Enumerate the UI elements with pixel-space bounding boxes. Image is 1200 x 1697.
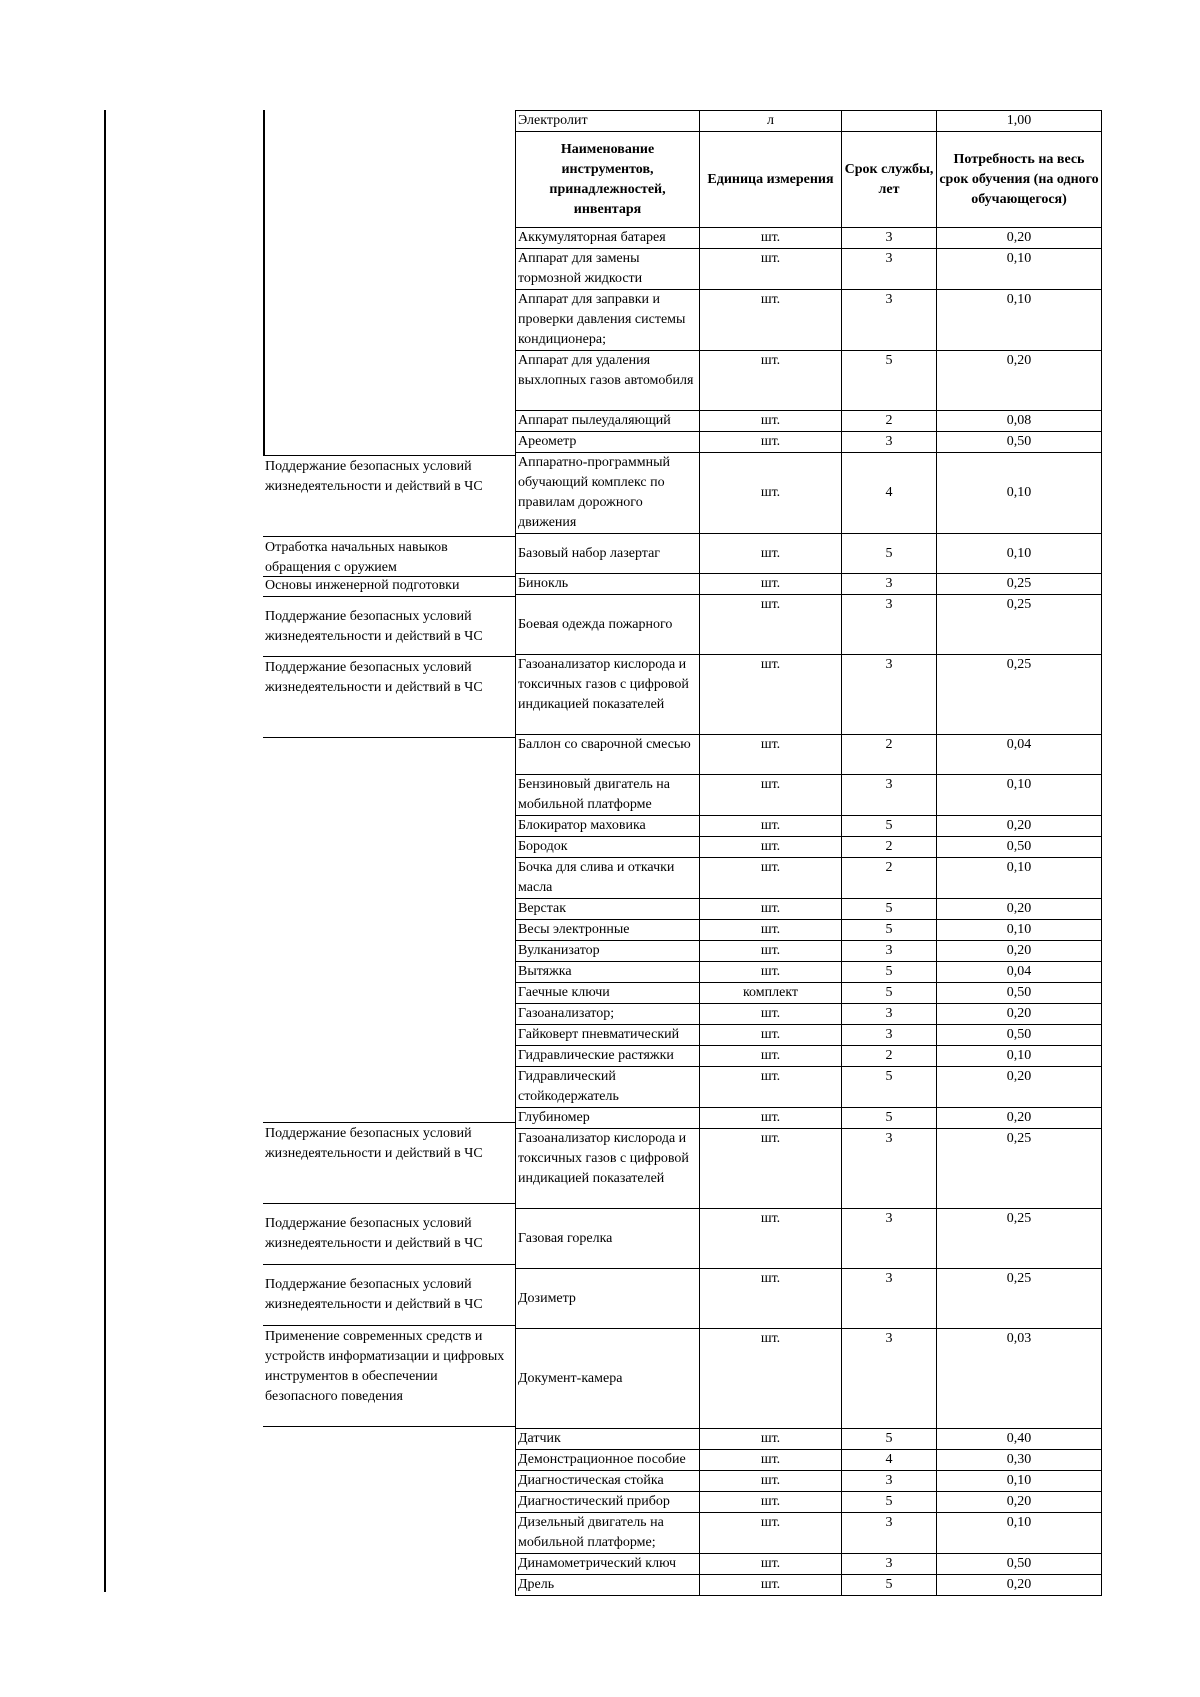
section-text: Поддержание безопасных условий жизнедеятельности и действий в ЧС <box>265 660 483 695</box>
cell-need: 0,10 <box>937 775 1102 816</box>
cell-unit: шт. <box>700 1004 842 1025</box>
cell-need: 0,20 <box>937 1492 1102 1513</box>
cell-unit: шт. <box>700 775 842 816</box>
cell-need: 0,10 <box>937 920 1102 941</box>
table-row <box>516 453 1102 534</box>
table-row <box>516 595 1102 655</box>
table-row <box>516 941 1102 962</box>
cell-life: 2 <box>842 735 937 775</box>
cell-life: 5 <box>842 899 937 920</box>
table-row <box>516 1429 1102 1450</box>
cell-life: 3 <box>842 432 937 453</box>
table-row <box>516 1129 1102 1209</box>
cell-name: Газоанализатор кислорода и токсичных газов с цифровой индикацией показателей <box>516 655 700 735</box>
cell-unit: шт. <box>700 249 842 290</box>
cell-life: 5 <box>842 962 937 983</box>
cell-life: 4 <box>842 453 937 534</box>
cell-need: 0,04 <box>937 735 1102 775</box>
cell-need: 0,20 <box>937 228 1102 249</box>
table-row <box>516 1004 1102 1025</box>
cell-name: Бинокль <box>516 574 700 595</box>
cell-life: 3 <box>842 1004 937 1025</box>
cell-unit: шт. <box>700 858 842 899</box>
table-row <box>516 1108 1102 1129</box>
cell-need: 0,25 <box>937 574 1102 595</box>
inventory-table-body <box>516 111 1102 1596</box>
cell-need: 0,10 <box>937 534 1102 574</box>
cell-name: Дрель <box>516 1575 700 1596</box>
inventory-table <box>515 110 1102 1596</box>
cell-unit: шт. <box>700 941 842 962</box>
table-row <box>516 1575 1102 1596</box>
section-cell <box>263 656 515 738</box>
cell-need: 0,03 <box>937 1329 1102 1429</box>
cell-life: 2 <box>842 1046 937 1067</box>
cell-name: Диагностическая стойка <box>516 1471 700 1492</box>
cell-name: Гаечные ключи <box>516 983 700 1004</box>
section-cell <box>263 536 515 577</box>
table-row <box>516 837 1102 858</box>
cell-life: 3 <box>842 595 937 655</box>
cell-unit: шт. <box>700 1067 842 1108</box>
cell-need: 0,50 <box>937 1025 1102 1046</box>
cell-life: 5 <box>842 920 937 941</box>
cell-need: 0,50 <box>937 837 1102 858</box>
cell-life: 3 <box>842 574 937 595</box>
table-row <box>516 735 1102 775</box>
cell-life: 5 <box>842 1108 937 1129</box>
table-row <box>516 1492 1102 1513</box>
cell-name: Аппарат для замены тормозной жидкости <box>516 249 700 290</box>
table-row <box>516 411 1102 432</box>
cell-unit: шт. <box>700 228 842 249</box>
cell-unit: шт. <box>700 655 842 735</box>
cell-unit: шт. <box>700 1046 842 1067</box>
cell-life <box>842 111 937 132</box>
cell-name: Документ-камера <box>516 1329 700 1429</box>
cell-unit: шт. <box>700 534 842 574</box>
cell-name: Ареометр <box>516 432 700 453</box>
cell-unit: шт. <box>700 1575 842 1596</box>
table-row <box>516 1450 1102 1471</box>
section-cell <box>263 1203 515 1265</box>
section-text: Поддержание безопасных условий жизнедеятельности и действий в ЧС <box>265 1216 483 1251</box>
column-header-need: Потребность на весь срок обучения (на одного обучающегося) <box>937 132 1102 228</box>
cell-unit: шт. <box>700 837 842 858</box>
cell-need: 0,20 <box>937 1067 1102 1108</box>
cell-need: 0,10 <box>937 290 1102 351</box>
table-row <box>516 655 1102 735</box>
table-row <box>516 775 1102 816</box>
cell-name: Аппарат для заправки и проверки давления системы кондиционера; <box>516 290 700 351</box>
cell-need: 0,50 <box>937 1554 1102 1575</box>
table-row <box>516 351 1102 411</box>
table-row <box>516 111 1102 132</box>
cell-life: 5 <box>842 1067 937 1108</box>
cell-unit: шт. <box>700 1492 842 1513</box>
cell-name: Бензиновый двигатель на мобильной платформе <box>516 775 700 816</box>
cell-name: Базовый набор лазертаг <box>516 534 700 574</box>
cell-unit: шт. <box>700 453 842 534</box>
cell-name: Электролит <box>516 111 700 132</box>
cell-need: 0,20 <box>937 941 1102 962</box>
table-row <box>516 1209 1102 1269</box>
table-row <box>516 290 1102 351</box>
cell-need: 0,10 <box>937 453 1102 534</box>
column-header-unit: Единица измерения <box>700 132 842 228</box>
cell-unit: шт. <box>700 1471 842 1492</box>
cell-name: Аппаратно-программный обучающий комплекс по правилам дорожного движения <box>516 453 700 534</box>
cell-name: Вулканизатор <box>516 941 700 962</box>
cell-unit: шт. <box>700 1429 842 1450</box>
cell-life: 3 <box>842 775 937 816</box>
cell-unit: шт. <box>700 595 842 655</box>
table-row <box>516 574 1102 595</box>
cell-need: 0,30 <box>937 1450 1102 1471</box>
cell-name: Дизельный двигатель на мобильной платформе; <box>516 1513 700 1554</box>
cell-name: Боевая одежда пожарного <box>516 595 700 655</box>
cell-life: 3 <box>842 1269 937 1329</box>
cell-life: 2 <box>842 858 937 899</box>
table-row <box>516 534 1102 574</box>
section-cell <box>263 1264 515 1326</box>
section-text: Поддержание безопасных условий жизнедеятельности и действий в ЧС <box>265 609 483 644</box>
section-cell <box>263 576 515 597</box>
cell-need: 0,25 <box>937 655 1102 735</box>
cell-need: 0,10 <box>937 249 1102 290</box>
cell-need: 0,25 <box>937 1269 1102 1329</box>
cell-life: 2 <box>842 837 937 858</box>
cell-life: 3 <box>842 290 937 351</box>
section-cell <box>263 1325 515 1427</box>
cell-life: 3 <box>842 941 937 962</box>
cell-need: 0,08 <box>937 411 1102 432</box>
section-text: Поддержание безопасных условий жизнедеятельности и действий в ЧС <box>265 459 483 494</box>
cell-name: Аппарат для удаления выхлопных газов автомобиля <box>516 351 700 411</box>
cell-life: 5 <box>842 816 937 837</box>
cell-need: 0,25 <box>937 1129 1102 1209</box>
cell-need: 0,20 <box>937 1575 1102 1596</box>
cell-life: 5 <box>842 1492 937 1513</box>
cell-name: Гидравлический стойкодержатель <box>516 1067 700 1108</box>
cell-name: Демонстрационное пособие <box>516 1450 700 1471</box>
cell-name: Аккумуляторная батарея <box>516 228 700 249</box>
table-row <box>516 432 1102 453</box>
cell-life: 5 <box>842 983 937 1004</box>
cell-name: Вытяжка <box>516 962 700 983</box>
cell-unit: шт. <box>700 920 842 941</box>
section-text: Основы инженерной подготовки <box>265 578 460 593</box>
cell-need: 0,20 <box>937 351 1102 411</box>
cell-name: Баллон со сварочной смесью <box>516 735 700 775</box>
column-header-name: Наименование инструментов, принадлежностей, инвентаря <box>516 132 700 228</box>
cell-life: 3 <box>842 249 937 290</box>
cell-unit: комплект <box>700 983 842 1004</box>
section-text: Поддержание безопасных условий жизнедеятельности и действий в ЧС <box>265 1277 483 1312</box>
cell-life: 3 <box>842 1329 937 1429</box>
cell-need: 0,20 <box>937 1004 1102 1025</box>
cell-life: 5 <box>842 534 937 574</box>
cell-unit: шт. <box>700 411 842 432</box>
cell-life: 5 <box>842 1429 937 1450</box>
cell-life: 3 <box>842 228 937 249</box>
table-header-row <box>516 132 1102 228</box>
table-row <box>516 1329 1102 1429</box>
cell-name: Газовая горелка <box>516 1209 700 1269</box>
cell-life: 3 <box>842 1554 937 1575</box>
cell-name: Весы электронные <box>516 920 700 941</box>
cell-unit: шт. <box>700 351 842 411</box>
cell-unit: шт. <box>700 1269 842 1329</box>
section-cell <box>263 1122 515 1204</box>
section-cell <box>263 1426 515 1592</box>
cell-unit: шт. <box>700 1209 842 1269</box>
cell-life: 3 <box>842 1025 937 1046</box>
table-row <box>516 899 1102 920</box>
cell-name: Датчик <box>516 1429 700 1450</box>
cell-need: 0,20 <box>937 816 1102 837</box>
cell-unit: шт. <box>700 574 842 595</box>
section-text: Применение современных средств и устройств информатизации и цифровых инструментов в обеспечении безопасного поведения <box>265 1329 505 1404</box>
cell-need: 0,10 <box>937 1471 1102 1492</box>
cell-unit: шт. <box>700 1554 842 1575</box>
cell-unit: шт. <box>700 1450 842 1471</box>
cell-life: 3 <box>842 1209 937 1269</box>
column-header-life: Срок службы, лет <box>842 132 937 228</box>
cell-unit: шт. <box>700 899 842 920</box>
cell-unit: шт. <box>700 1025 842 1046</box>
cell-need: 0,40 <box>937 1429 1102 1450</box>
table-row <box>516 1513 1102 1554</box>
cell-life: 4 <box>842 1450 937 1471</box>
cell-life: 5 <box>842 351 937 411</box>
cell-life: 3 <box>842 1129 937 1209</box>
cell-name: Аппарат пылеудаляющий <box>516 411 700 432</box>
cell-need: 0,10 <box>937 858 1102 899</box>
cell-unit: шт. <box>700 1329 842 1429</box>
section-cell <box>263 596 515 657</box>
table-row <box>516 858 1102 899</box>
table-row <box>516 1471 1102 1492</box>
cell-need: 0,10 <box>937 1046 1102 1067</box>
cell-need: 0,10 <box>937 1513 1102 1554</box>
cell-need: 0,20 <box>937 1108 1102 1129</box>
table-row <box>516 1067 1102 1108</box>
section-cell <box>263 455 515 537</box>
cell-life: 3 <box>842 655 937 735</box>
table-row <box>516 228 1102 249</box>
table-row <box>516 1554 1102 1575</box>
table-row <box>516 816 1102 837</box>
cell-name: Газоанализатор кислорода и токсичных газов с цифровой индикацией показателей <box>516 1129 700 1209</box>
cell-life: 5 <box>842 1575 937 1596</box>
cell-name: Бородок <box>516 837 700 858</box>
section-cell <box>263 737 515 1123</box>
table-row <box>516 983 1102 1004</box>
left-margin-line <box>104 110 106 1592</box>
cell-need: 0,25 <box>937 595 1102 655</box>
section-text: Поддержание безопасных условий жизнедеятельности и действий в ЧС <box>265 1126 483 1161</box>
cell-unit: шт. <box>700 1108 842 1129</box>
cell-name: Газоанализатор; <box>516 1004 700 1025</box>
cell-name: Глубиномер <box>516 1108 700 1129</box>
cell-unit: шт. <box>700 735 842 775</box>
cell-need: 0,20 <box>937 899 1102 920</box>
cell-name: Диагностический прибор <box>516 1492 700 1513</box>
cell-life: 3 <box>842 1513 937 1554</box>
cell-life: 3 <box>842 1471 937 1492</box>
cell-need: 0,25 <box>937 1209 1102 1269</box>
table-row <box>516 962 1102 983</box>
section-text: Отработка начальных навыков обращения с оружием <box>265 540 448 575</box>
table-row <box>516 1269 1102 1329</box>
cell-unit: шт. <box>700 1513 842 1554</box>
cell-name: Дозиметр <box>516 1269 700 1329</box>
table-row <box>516 249 1102 290</box>
cell-unit: шт. <box>700 1129 842 1209</box>
cell-unit: л <box>700 111 842 132</box>
cell-name: Динамометрический ключ <box>516 1554 700 1575</box>
cell-life: 2 <box>842 411 937 432</box>
cell-unit: шт. <box>700 290 842 351</box>
cell-name: Бочка для слива и откачки масла <box>516 858 700 899</box>
cell-need: 1,00 <box>937 111 1102 132</box>
table-row <box>516 920 1102 941</box>
cell-need: 0,50 <box>937 432 1102 453</box>
table-row <box>516 1046 1102 1067</box>
cell-unit: шт. <box>700 962 842 983</box>
cell-name: Гидравлические растяжки <box>516 1046 700 1067</box>
cell-name: Верстак <box>516 899 700 920</box>
cell-unit: шт. <box>700 432 842 453</box>
cell-name: Блокиратор маховика <box>516 816 700 837</box>
cell-name: Гайковерт пневматический <box>516 1025 700 1046</box>
cell-need: 0,04 <box>937 962 1102 983</box>
table-row <box>516 1025 1102 1046</box>
cell-unit: шт. <box>700 816 842 837</box>
cell-need: 0,50 <box>937 983 1102 1004</box>
